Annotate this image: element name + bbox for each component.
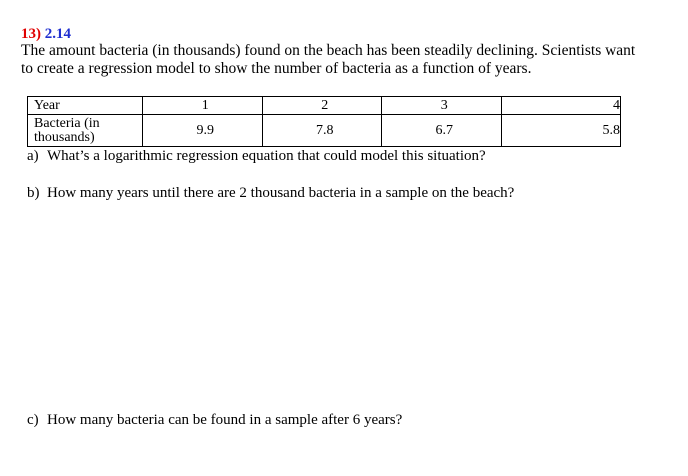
- question-a-letter: a): [27, 148, 39, 164]
- year-label: Year: [28, 97, 143, 115]
- data-table: [27, 96, 621, 147]
- bacteria-value-1: 9.9: [143, 115, 263, 147]
- bacteria-label-line-2: thousands): [34, 129, 95, 145]
- bacteria-value-3: 6.7: [382, 115, 502, 147]
- question-c-letter: c): [27, 412, 39, 428]
- year-value-2: 2: [262, 97, 382, 115]
- problem-intro: [21, 42, 671, 78]
- bacteria-value-4: 5.8: [501, 115, 621, 147]
- problem-header: [21, 26, 71, 42]
- intro-line-2: to create a regression model to show the number of bacteria as a function of years.: [21, 60, 532, 77]
- bacteria-label: [28, 115, 143, 147]
- problem-points: 2.14: [44, 26, 71, 42]
- year-value-3: 3: [382, 97, 502, 115]
- question-b-text: How many years until there are 2 thousand bacteria in a sample on the beach?: [47, 185, 515, 201]
- question-c-text: How many bacteria can be found in a sample after 6 years?: [47, 412, 403, 428]
- table-row-year: [28, 97, 621, 115]
- question-a: [27, 148, 486, 165]
- year-value-1: 1: [143, 97, 263, 115]
- bacteria-label-line-1: Bacteria (in: [34, 115, 100, 131]
- intro-line-1: The amount bacteria (in thousands) found on the beach has been steadily declining. Scientists want: [21, 42, 636, 59]
- question-a-text: What’s a logarithmic regression equation that could model this situation?: [47, 148, 486, 164]
- year-value-4: 4: [501, 97, 621, 115]
- question-c: [27, 412, 402, 429]
- problem-number: 13): [21, 26, 41, 42]
- bacteria-value-2: 7.8: [262, 115, 382, 147]
- question-b: [27, 185, 514, 202]
- table-row-bacteria: [28, 115, 621, 147]
- question-b-letter: b): [27, 185, 40, 201]
